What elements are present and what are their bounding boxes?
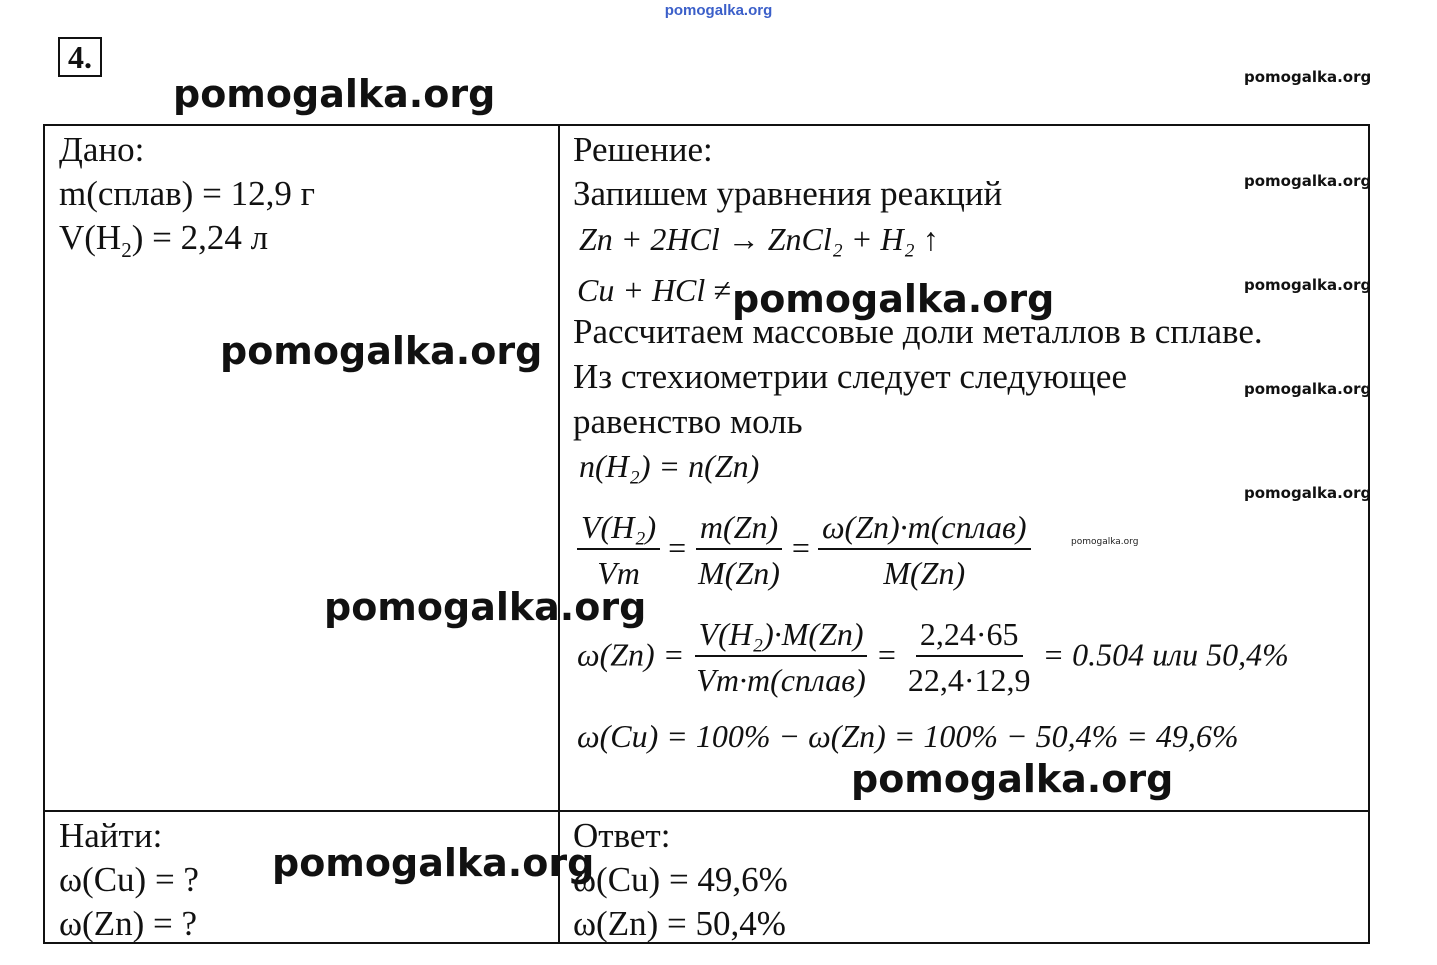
top-watermark: pomogalka.org — [664, 2, 773, 19]
find-heading: Найти: — [59, 816, 163, 855]
solution-line3: Из стехиометрии следует следующее — [573, 357, 1127, 396]
find-zn: ω(Zn) = ? — [59, 904, 198, 943]
watermark: pomogalka.org — [851, 757, 1174, 801]
equation-cu: ω(Cu) = 100% − ω(Zn) = 100% − 50,4% = 49,6% — [577, 718, 1239, 754]
equation-moles: n(H₂) = n(Zn) — [579, 448, 760, 484]
watermark: pomogalka.org — [173, 72, 496, 116]
task-number: 4. — [58, 37, 102, 77]
watermark: pomogalka.org — [1071, 537, 1139, 547]
given-mass: m(сплав) = 12,9 г — [59, 174, 315, 213]
answer-cu: ω(Cu) = 49,6% — [573, 860, 788, 899]
watermark: pomogalka.org — [220, 329, 543, 373]
solution-line2: Рассчитаем массовые доли металлов в сплаве. — [573, 312, 1263, 351]
watermark: pomogalka.org — [1244, 68, 1372, 86]
reaction-1: Zn + 2HCl → ZnCl₂ + H₂ ↑ — [579, 221, 939, 257]
equation-zn: ω(Zn) = $\frac{\text{V(H₂)·M(Zn)}}{\text{Vm·m(сплав)}}$ = $\frac{2,24\cdot 65}{22,4\cdot 12,9}$ = 0.504 или 50,4% — [577, 613, 1289, 703]
watermark: pomogalka.org — [272, 841, 595, 885]
solution-line1: Запишем уравнения реакций — [573, 174, 1003, 213]
answer-heading: Ответ: — [573, 816, 671, 855]
solution-table — [43, 124, 1370, 944]
answer-zn: ω(Zn) = 50,4% — [573, 904, 786, 943]
column-divider — [558, 126, 560, 942]
solution-line4: равенство моль — [573, 402, 803, 441]
watermark: pomogalka.org — [732, 277, 1055, 321]
watermark: pomogalka.org — [1244, 276, 1372, 294]
equation-ratio: $\frac{\text{V(H₂)}}{Vm}$ = $\frac{m(Zn)}{M(Zn)}$ = $\frac{\text{ω(Zn)·m(сплав)}}{M(Zn)}$ — [577, 506, 1031, 596]
given-heading: Дано: — [59, 130, 145, 169]
watermark: pomogalka.org — [1244, 484, 1372, 502]
given-volume: $V(H_2) = 2,24$ л — [59, 218, 269, 262]
watermark: pomogalka.org — [1244, 380, 1372, 398]
watermark: pomogalka.org — [324, 585, 647, 629]
row-divider — [45, 810, 1368, 812]
find-cu: ω(Cu) = ? — [59, 860, 199, 899]
solution-heading: Решение: — [573, 130, 713, 169]
reaction-2: Cu + HCl ≠ — [577, 272, 731, 308]
watermark: pomogalka.org — [1244, 172, 1372, 190]
